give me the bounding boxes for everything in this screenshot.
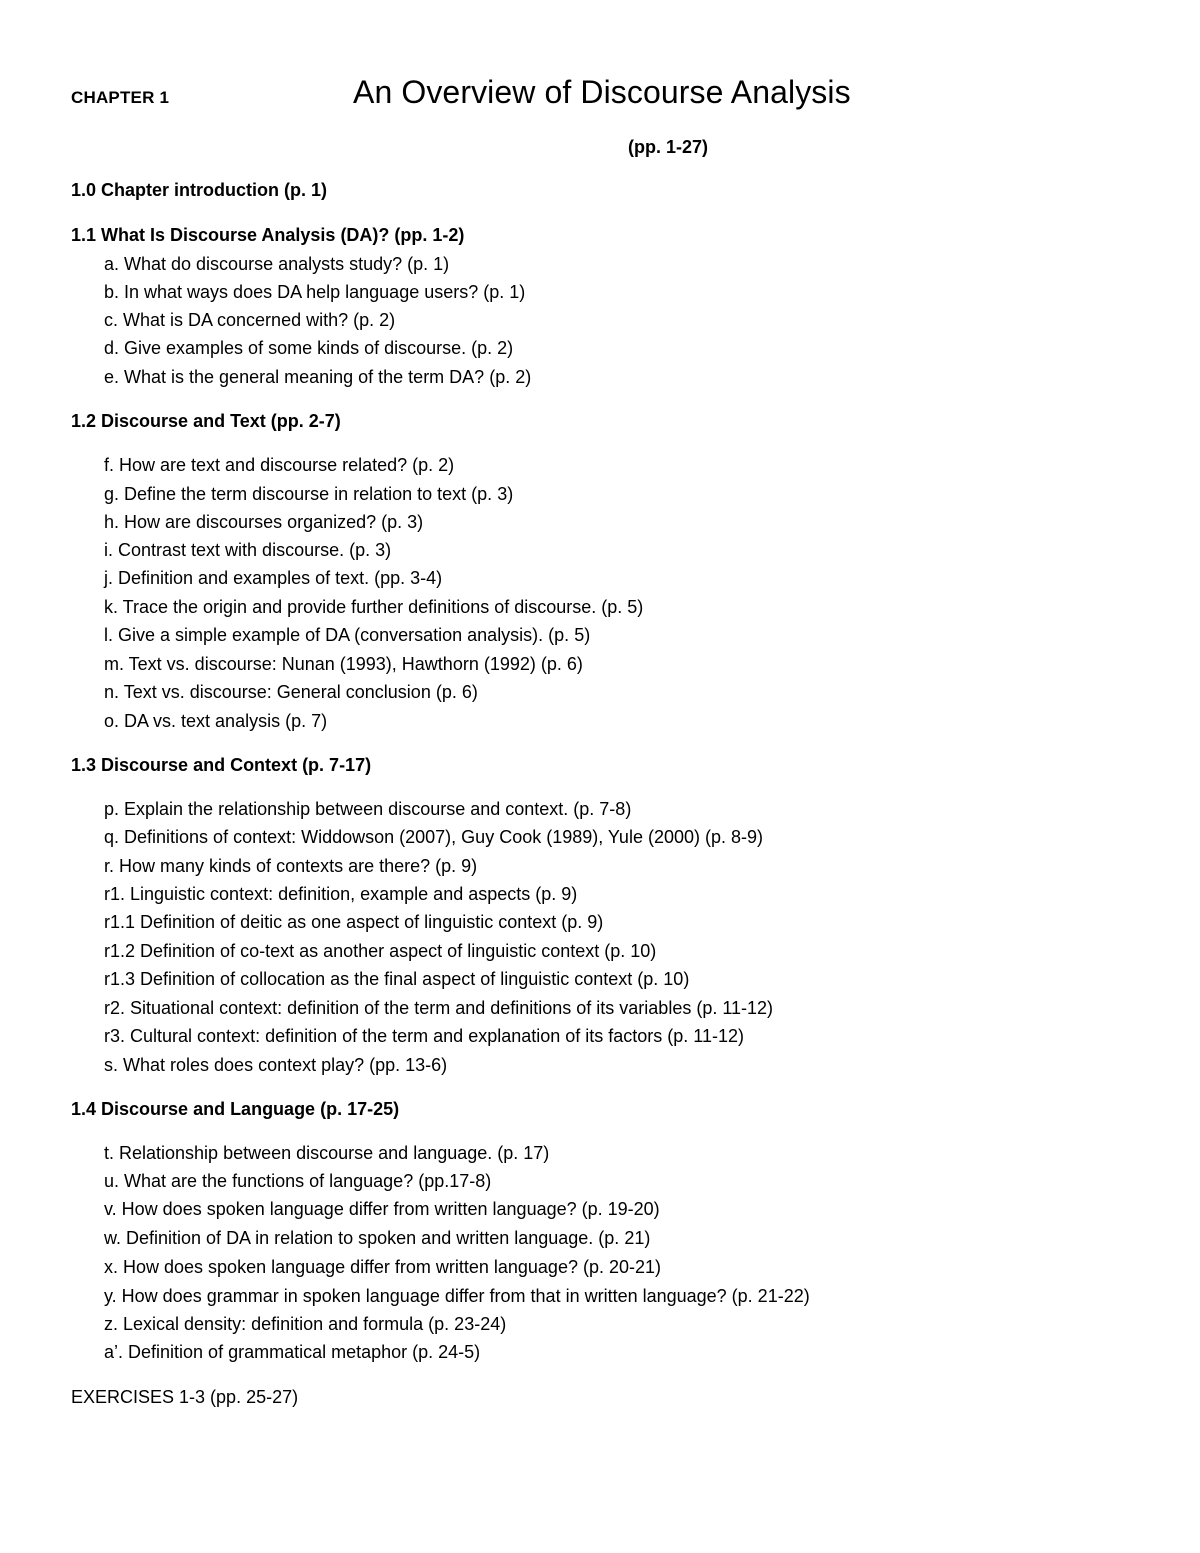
list-item: z. Lexical density: definition and formula (p. 23-24) — [104, 1314, 507, 1334]
list-item: r3. Cultural context: definition of the term and explanation of its factors (p. 11-12) — [104, 1026, 745, 1046]
list-item: r1.2 Definition of co-text as another aspect of linguistic context (p. 10) — [104, 941, 657, 961]
section-heading-1-0: 1.0 Chapter introduction (p. 1) — [71, 180, 328, 200]
list-item: o. DA vs. text analysis (p. 7) — [104, 711, 328, 731]
list-item: d. Give examples of some kinds of discourse. (p. 2) — [104, 338, 514, 358]
document-title: An Overview of Discourse Analysis — [353, 74, 851, 110]
list-item: p. Explain the relationship between discourse and context. (p. 7-8) — [104, 799, 632, 819]
list-item: v. How does spoken language differ from written language? (p. 19-20) — [104, 1199, 660, 1219]
chapter-label: CHAPTER 1 — [71, 88, 170, 107]
list-item: c. What is DA concerned with? (p. 2) — [104, 310, 396, 330]
list-item: g. Define the term discourse in relation to text (p. 3) — [104, 484, 514, 504]
list-item: r2. Situational context: definition of the term and definitions of its variables (p. 11-12) — [104, 998, 774, 1018]
section-heading-1-3: 1.3 Discourse and Context (p. 7-17) — [71, 755, 372, 775]
list-item: n. Text vs. discourse: General conclusion (p. 6) — [104, 682, 478, 702]
list-item: f. How are text and discourse related? (p. 2) — [104, 455, 455, 475]
list-item: j. Definition and examples of text. (pp. 3-4) — [104, 568, 443, 588]
page-range: (pp. 1-27) — [628, 137, 709, 157]
list-item: u. What are the functions of language? (pp.17-8) — [104, 1171, 492, 1191]
list-item: q. Definitions of context: Widdowson (2007), Guy Cook (1989), Yule (2000) (p. 8-9) — [104, 827, 764, 847]
list-item: a. What do discourse analysts study? (p. 1) — [104, 254, 450, 274]
list-item: s. What roles does context play? (pp. 13-6) — [104, 1055, 448, 1075]
list-item: r1.1 Definition of deitic as one aspect of linguistic context (p. 9) — [104, 912, 604, 932]
list-item: l. Give a simple example of DA (conversation analysis). (p. 5) — [104, 625, 591, 645]
list-item: y. How does grammar in spoken language differ from that in written language? (p. 21-22) — [104, 1286, 810, 1306]
exercises-line: EXERCISES 1-3 (pp. 25-27) — [71, 1387, 299, 1407]
list-item: x. How does spoken language differ from written language? (p. 20-21) — [104, 1257, 661, 1277]
list-item: w. Definition of DA in relation to spoken and written language. (p. 21) — [104, 1228, 651, 1248]
section-heading-1-1: 1.1 What Is Discourse Analysis (DA)? (pp. 1-2) — [71, 225, 465, 245]
list-item: r. How many kinds of contexts are there? (p. 9) — [104, 856, 478, 876]
list-item: r1. Linguistic context: definition, example and aspects (p. 9) — [104, 884, 578, 904]
list-item: h. How are discourses organized? (p. 3) — [104, 512, 424, 532]
list-item: i. Contrast text with discourse. (p. 3) — [104, 540, 392, 560]
section-heading-1-4: 1.4 Discourse and Language (p. 17-25) — [71, 1099, 400, 1119]
list-item: r1.3 Definition of collocation as the final aspect of linguistic context (p. 10) — [104, 969, 690, 989]
list-item: t. Relationship between discourse and language. (p. 17) — [104, 1143, 550, 1163]
list-item: e. What is the general meaning of the term DA? (p. 2) — [104, 367, 532, 387]
section-heading-1-2: 1.2 Discourse and Text (pp. 2-7) — [71, 411, 341, 431]
list-item: m. Text vs. discourse: Nunan (1993), Hawthorn (1992) (p. 6) — [104, 654, 583, 674]
list-item: k. Trace the origin and provide further definitions of discourse. (p. 5) — [104, 597, 644, 617]
list-item: b. In what ways does DA help language users? (p. 1) — [104, 282, 526, 302]
list-item: a’. Definition of grammatical metaphor (p. 24-5) — [104, 1342, 481, 1362]
